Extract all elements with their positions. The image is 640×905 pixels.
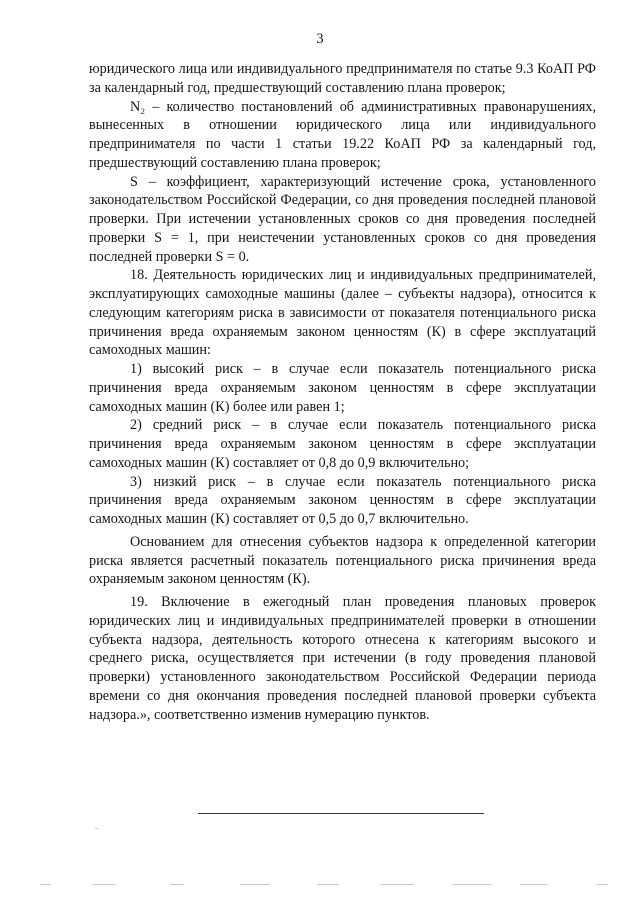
paragraph-n2-definition: N₂ – количество постановлений об административных правонарушениях, вынесенных в отношении юридического лица или индивидуального предпринимателя по части 1 статьи 19.22 КоАП РФ за календарный год, предшествующий составлению плана проверок; bbox=[89, 98, 596, 171]
paragraph-s-definition: S – коэффициент, характеризующий истечение срока, установленного законодательством Российской Федерации, со дня проведения последней плановой проверки. При истечении установленных сроков со дня проведения последней проверки S = 1, при неистечении установленных сроков со дня проведения последней проверки S = 0. bbox=[89, 173, 596, 265]
scan-artifacts bbox=[0, 880, 640, 890]
paragraph-item-18: 18. Деятельность юридических лиц и индивидуальных предпринимателей, эксплуатирующих самоходные машины (далее – субъекты надзора), относится к следующим категориям риска в зависимости от показателя потенциального риска причинения вреда охраняемым законом ценностям (К) в сфере эксплуатаций самоходных машин: bbox=[89, 267, 596, 359]
paragraph-high-risk: 1) высокий риск – в случае если показатель потенциального риска причинения вреда охраняемым законом ценностям в сфере эксплуатации самоходных машин (К) более или равен 1; bbox=[89, 361, 596, 415]
paragraph-continuation: юридического лица или индивидуального предпринимателя по статье 9.3 КоАП РФ за календарный год, предшествующий составлению плана проверок; bbox=[89, 61, 596, 96]
paragraph-medium-risk: 2) средний риск – в случае если показатель потенциального риска причинения вреда охраняемым законом ценностям в сфере эксплуатации самоходных машин (К) составляет от 0,8 до 0,9 включительно; bbox=[89, 417, 596, 471]
scan-speck bbox=[95, 828, 98, 829]
paragraph-low-risk: 3) низкий риск – в случае если показатель потенциального риска причинения вреда охраняемым законом ценностям в сфере эксплуатации самоходных машин (К) составляет от 0,5 до 0,7 включительно. bbox=[89, 473, 596, 527]
end-separator-line bbox=[198, 813, 484, 814]
paragraph-item-19: 19. Включение в ежегодный план проведения плановых проверок юридических лиц и индивидуальных предпринимателей проверки в отношении субъекта надзора, деятельность которого отнесена к категориям высокого и среднего риска, осуществляется при истечении (в году проведения плановой проверки) установленного законодательством Российской Федерации периода времени со дня окончания проведения последней плановой проверки субъекта надзора.», соответственно изменив нумерацию пунктов. bbox=[89, 594, 596, 723]
document-body bbox=[89, 60, 596, 724]
paragraph-risk-basis: Основанием для отнесения субъектов надзора к определенной категории риска является расчетный показатель потенциального риска причинения вреда охраняемым законом ценностям (К). bbox=[89, 533, 596, 588]
page-number: 3 bbox=[316, 31, 324, 47]
